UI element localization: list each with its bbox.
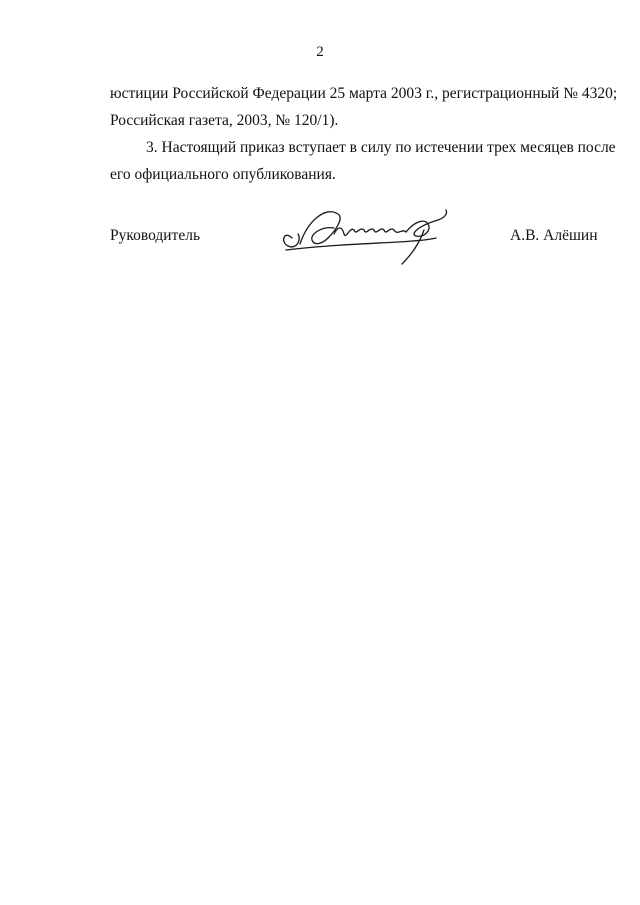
handwritten-signature [278,200,458,270]
paragraph-line: 3. Настоящий приказ вступает в силу по истечении трех месяцев после [146,139,616,156]
page-number: 2 [316,44,324,60]
paragraph-line: его официального опубликования. [110,166,336,183]
paragraph-line: Российская газета, 2003, № 120/1). [110,112,339,129]
paragraph-line: юстиции Российской Федерации 25 марта 2003 г., регистрационный № 4320; [110,85,618,102]
signer-name: А.В. Алёшин [510,227,598,244]
signer-title: Руководитель [110,227,201,244]
